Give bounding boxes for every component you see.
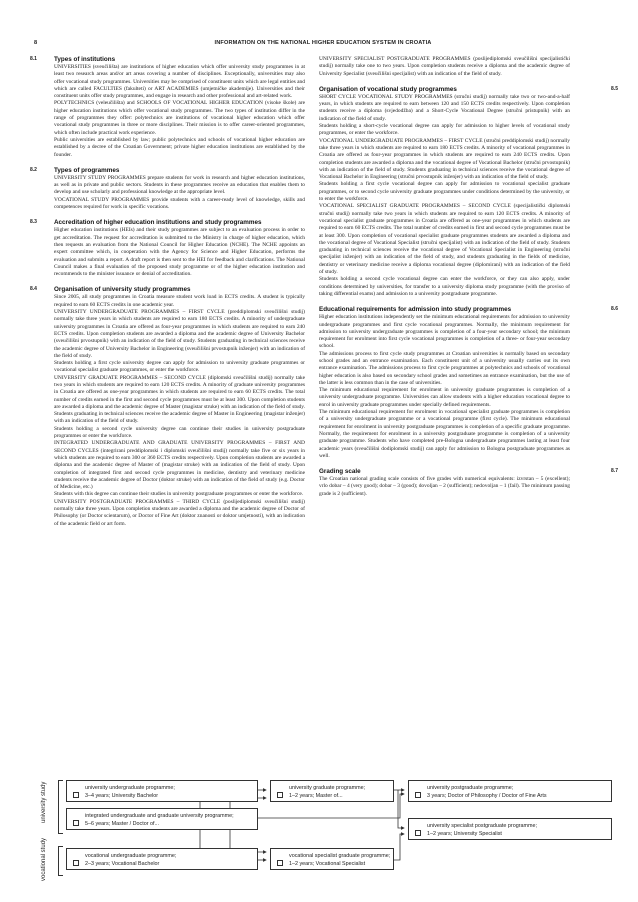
box-line-2: 1–2 years; University Specialist: [427, 831, 502, 837]
section-heading: Organisation of university study programmes: [54, 286, 191, 294]
paragraph: Since 2005, all study programmes in Croatia measure student work load in ECTS credits. A student is typically required to earn 60 ECTS credits in one academic year.: [54, 294, 305, 308]
section-heading: Grading scale: [319, 468, 361, 476]
paragraph: The Croatian national grading scale consists of five grades with numerical equivalents: izvrstan – 5 (excellent); vrlo dobar – 4 (very good); dobar – 3 (good); dovoljan – 2 (sufficient); nedovoljan – 1 (fail). The minimum passing grade is 2 (sufficient).: [319, 476, 570, 497]
box-line-2: 1–2 years; Vocational Specialist: [289, 861, 366, 867]
box-line-1: vocational undergraduate programme;: [85, 853, 177, 859]
section-heading: Accreditation of higher education institutions and study programmes: [54, 219, 262, 227]
paragraph: UNIVERSITY POSTGRADUATE PROGRAMMES – THIRD CYCLE (poslijediplomski sveučilišni studij) normally take three years. Upon completion students are awarded a diploma and the academic degree of Doctor of Philosophy (or Doctor scientarum), or Doctor of Fine Art (doktor znanosti or doktor umjetnosti), with an indication of the academic field or art form.: [54, 498, 305, 527]
paragraph: VOCATIONAL SPECIALIST GRADUATE PROGRAMMES – SECOND CYCLE (specijalistički diplomski stručni studij) normally take two years in which students are required to earn 120 ECTS credits. A minority of vocational specialist graduate programmes in Croatia are offered as one-year programmes in which students are required to earn 60 ECTS credits. The total number of credits earned in first and second cycle programmes must be at least 300. Upon completion of vocational specialist graduate programmes students are awarded a diploma and the vocational degree of Vocational Specialist (stručni specijalist) with an indication of the field of study. Students graduating in technical sciences receive the vocational degree of Vocational Specialist in Engineering (stručni specijalist inženjer) with an indication of the field of study, and students graduating in the fields of medicine, dentistry or veterinary medicine receive a diploma vocational degree (diplomirani) with an indication of the field of study.: [319, 203, 570, 276]
section-heading: Types of institutions: [54, 56, 116, 63]
box-line-1: integrated undergraduate and graduate university programme;: [85, 813, 234, 819]
right-column: [319, 56, 618, 506]
left-column: [30, 56, 305, 536]
section-number: 8.7: [611, 468, 618, 475]
section-number: 8.4: [30, 286, 37, 293]
section-heading: Types of programmes: [54, 166, 120, 174]
section-number: 8.6: [611, 306, 618, 313]
university-study-label: university study: [41, 781, 47, 823]
section: [319, 306, 618, 460]
box-line-1: university graduate programme;: [289, 785, 366, 791]
box-marker: [73, 860, 79, 866]
section-number: 8.3: [30, 219, 37, 226]
paragraph: VOCATIONAL UNDERGRADUATE PROGRAMMES – FIRST CYCLE (stručni preddiplomski studij) normally take three years in which students are required to earn 180 ECTS credits. A minority of vocational programmes in Croatia are offered as four-year programmes in which students are required to earn 240 ECTS credits. Upon completion students are awarded a diploma and the vocational degree of Vocational Bachelor (stručni prvostupnik) with an indication of the field of study. Students graduating in technical sciences receive the vocational degree of Vocational Bachelor in Engineering (stručni prvostupnik inženjer) with an indication of the field of study.: [319, 137, 570, 181]
paragraph: Students holding a second cycle vocational degree can enter the workforce, or they can also apply, under conditions determined by universities, for transfer to a university diploma study programme (with the proviso of taking differential exams) and admission to a university postgraduate programme.: [319, 276, 570, 297]
box-vocational-undergraduate: [66, 848, 258, 870]
paragraph: POLYTECHNICS (veleučilišta) and SCHOOLS OF VOCATIONAL HIGHER EDUCATION (visoke škole) are higher education institutions which offer vocational study programmes. The two types of institution differ in the range of programmes they offer: polytechnics are institutions of vocational higher education which offer vocational study programmes in three or more disciplines. Their mission is to offer career-oriented programmes, which often include practical work experience.: [54, 100, 305, 136]
arrow-vocspec-to-unispec: [394, 834, 404, 860]
paragraph: Students holding a second cycle university degree can continue their studies in university postgraduate programmes or enter the workforce.: [54, 425, 305, 440]
paragraph: The admissions process to first cycle study programmes at Croatian universities is normally based on secondary school grades and an entrance examination. Each constituent unit of a university usually carries out its own entrance examination. The admissions process to first cycle programmes at polytechnics and schools of vocational higher education is also based on secondary school grades and sometimes an entrance examination, but the use of the latter is less common than in the case of universities.: [319, 350, 570, 386]
box-university-undergraduate: [66, 780, 258, 802]
section: [319, 85, 618, 298]
box-line-1: university postgraduate programme;: [427, 785, 514, 791]
box-line-2: 3–4 years; University Bachelor: [85, 793, 159, 799]
paragraph: Students holding a short-cycle vocational degree can apply for admission to higher levels of vocational study programmes, or enter the workforce.: [319, 123, 570, 137]
section: [30, 286, 305, 528]
paragraph: Students with this degree can continue their studies in university postgraduate programmes or enter the workforce.: [54, 491, 304, 498]
university-bracket: [58, 780, 63, 834]
box-marker: [277, 792, 283, 798]
vocational-study-label: vocational study: [41, 837, 47, 881]
paragraph: Students holding a first cycle university degree can apply for admission to university graduate programmes or vocational specialist graduate programmes, or enter the workforce.: [54, 360, 305, 374]
box-line-2: 3 years; Doctor of Philosophy / Doctor of Fine Arts: [427, 793, 547, 799]
box-marker: [277, 860, 283, 866]
section-heading: Organisation of vocational study programmes: [319, 85, 457, 93]
section: [30, 56, 305, 159]
paragraph: UNIVERSITY UNDERGRADUATE PROGRAMMES – FIRST CYCLE (preddiplomski sveučilišni studij) normally take three years in which students are required to earn 180 ECTS credits. A minority of undergraduate university programmes in Croatia are offered as four-year programmes in which students are required to earn 240 ECTS credits. Upon completion students are awarded a diploma and the academic degree of University Bachelor (sveučilišni prvostupnik) with an indication of the field of study. Students graduating in technical sciences receive the academic degree of University Bachelor in Engineering (sveučilišni prvostupnik inženjer) with an indication of the field of study.: [54, 309, 305, 359]
box-line-1: university specialist postgraduate programme;: [427, 823, 537, 829]
section: [30, 166, 305, 211]
paragraph: UNIVERSITY GRADUATE PROGRAMMES – SECOND CYCLE (diplomski sveučilišni studij) normally take two years in which students are required to earn 120 ECTS credits. A minority of graduate university programmes in Croatia are offered as one-year programmes in which students are required to earn 60 ECTS credits. The total number of credits earned in the first and second cycle programmes must be at least 300. Upon completion students are awarded a diploma and the academic degree of Master (magistar struke) with an indication of the field of study. Students graduating in technical sciences receive the academic degree of Master in Engineering (magistar inženjer) with an indication of the field of study.: [54, 374, 305, 425]
section-number: 8.5: [611, 85, 618, 92]
paragraph: Higher education institutions (HEIs) and their study programmes are subject to an evaluation process in order to get accreditation. The request for accreditation is submitted to the Ministry in charge of higher education, which then requests an evaluation from the National Council for Higher Education (NCHE). The NCHE appoints an expert committee which, in cooperation with the Agency for Science and Higher Education, performs the evaluation and submits a report. A draft report is then sent to the HEI for feedback and clarifications. The National Council makes a final evaluation of the proposed study programme or of the higher education institution and recommends to the minister issuance or denial of accreditation.: [54, 227, 305, 278]
vocational-bracket: [58, 846, 63, 876]
section: [319, 56, 570, 78]
running-header: [30, 40, 616, 50]
paragraph: The minimum educational requirement for enrolment in vocational specialist graduate programmes is completion of a university undergraduate programme or a vocational programme (first cycle). The minimum educational requirement for enrolment in university postgraduate programmes is completion of a specific graduate programme. Normally, the requirement for enrolment in a university postgraduate programme is completion of a university graduate programme. Students who have completed pre-Bologna undergraduate programmes lasting at least four academic years (sveučilišni dodiplomski studij) can apply for admission to Bologna postgraduate programmes as well.: [319, 409, 570, 459]
paragraph: Higher education institutions independently set the minimum educational requirements for admission to university undergraduate programmes and first cycle vocational programmes. Normally, the minimum requirement for admission to university undergraduate programmes is completion of a four-year secondary school; the minimum requirement for enrolment into first cycle vocational programmes is completion of a three- or four-year secondary school.: [319, 314, 570, 350]
box-line-2: 2–3 years; Vocational Bachelor: [85, 861, 160, 867]
box-line-1: university undergraduate programme;: [85, 785, 175, 791]
paragraph: UNIVERSITIES (sveučilišta) are institutions of higher education which offer university study programmes in at least two research areas and/or art areas covering a number of disciplines. Exceptionally, universities may also offer vocational study programmes. Universities may be comprised of constituent units which are legal entities and which are called FACULTIES (fakulteti) or ART ACADEMIES (umjetničke akademije). Universities and their constituent units offer study programmes, and engage in research and other professional and art-related work.: [54, 64, 305, 100]
section-number: 8.2: [30, 166, 37, 173]
paragraph: UNIVERSITY SPECIALIST POSTGRADUATE PROGRAMMES (poslijediplomski sveučilišni specijalistički studij) normally take one to two years. Upon completion students receive a diploma and the academic degree of University Specialist (sveučilišni specijalist) with an indication of the field of study.: [319, 56, 570, 77]
box-marker: [73, 820, 79, 826]
box-marker: [415, 830, 421, 836]
box-university-specialist: [408, 818, 612, 840]
paragraph: Public universities are established by law; public polytechnics and schools of vocational higher education are established by a decree of the Croatian Government; private higher education institutions are established by the founder.: [54, 136, 305, 158]
paragraph: SHORT CYCLE VOCATIONAL STUDY PROGRAMMES (stručni studij) normally take two or two-and-a-half years, in which students are required to earn between 120 and 150 ECTS credits respectively. Upon completion students receive a diploma (svjedodžba) and a Short-Cycle Vocational Degree (stručni pristupnik) with an indication of the field of study.: [319, 93, 570, 122]
box-marker: [73, 792, 79, 798]
study-structure-diagram: [30, 778, 616, 888]
section-number: 8.1: [30, 56, 37, 62]
header-title: INFORMATION ON THE NATIONAL HIGHER EDUCATION SYSTEM IN CROATIA: [214, 40, 432, 46]
box-vocational-specialist: [270, 848, 394, 870]
page-number: 8: [34, 40, 38, 46]
box-line-2: 1–2 years; Master of...: [289, 793, 343, 799]
paragraph: UNIVERSITY STUDY PROGRAMMES prepare students for work in research and higher education institutions, as well as in private and public sectors. Students in these programmes receive an education that enables them to develop and use scholarly and professional knowledge at the appropriate level.: [54, 174, 305, 196]
section-heading: Educational requirements for admission into study programmes: [319, 306, 512, 314]
paragraph: The minimum educational requirement for enrolment in university graduate programmes is completion of a university undergraduate programme. Universities can allow students with a higher education vocational degree to enrol in university graduate programmes under specially defined requirements.: [319, 387, 570, 408]
paragraph: Students holding a first cycle vocational degree can apply for admission to vocational specialist graduate programmes, or to second cycle university graduate programmes under conditions determined by the university, or to enter the workforce.: [319, 181, 570, 203]
arrow-grad-to-spec: [398, 790, 404, 828]
box-integrated-programme: [66, 808, 258, 830]
section: [319, 468, 618, 498]
box-marker: [415, 792, 421, 798]
box-line-2: 5–6 years; Master / Doctor of...: [85, 821, 160, 827]
section: [30, 219, 305, 278]
paragraph: VOCATIONAL STUDY PROGRAMMES provide students with a career-ready level of knowledge, skills and competences required for work in specific vocations.: [54, 196, 305, 211]
box-university-graduate: [270, 780, 394, 802]
box-university-postgraduate: [408, 780, 612, 802]
box-line-1: vocational specialist graduate programme;: [289, 853, 391, 859]
paragraph: INTEGRATED UNDERGRADUATE AND GRADUATE UNIVERSITY PROGRAMMES – FIRST AND SECOND CYCLES (integrirani preddiplomski i diplomski sveučilišni studij) normally take five or six years in which students are required to earn 300 or 360 ECTS credits respectively. Upon completion students are awarded a diploma and the academic degree of Master of (magistar struke) with an indication of the field of study. Upon completion of integrated first and second cycle programmes in medicine, dentistry and veterinary medicine students receive the academic degree of Doctor (doktor struke) with an indication of the field of study (e.g. Doctor of Medicine, etc.): [54, 440, 305, 491]
